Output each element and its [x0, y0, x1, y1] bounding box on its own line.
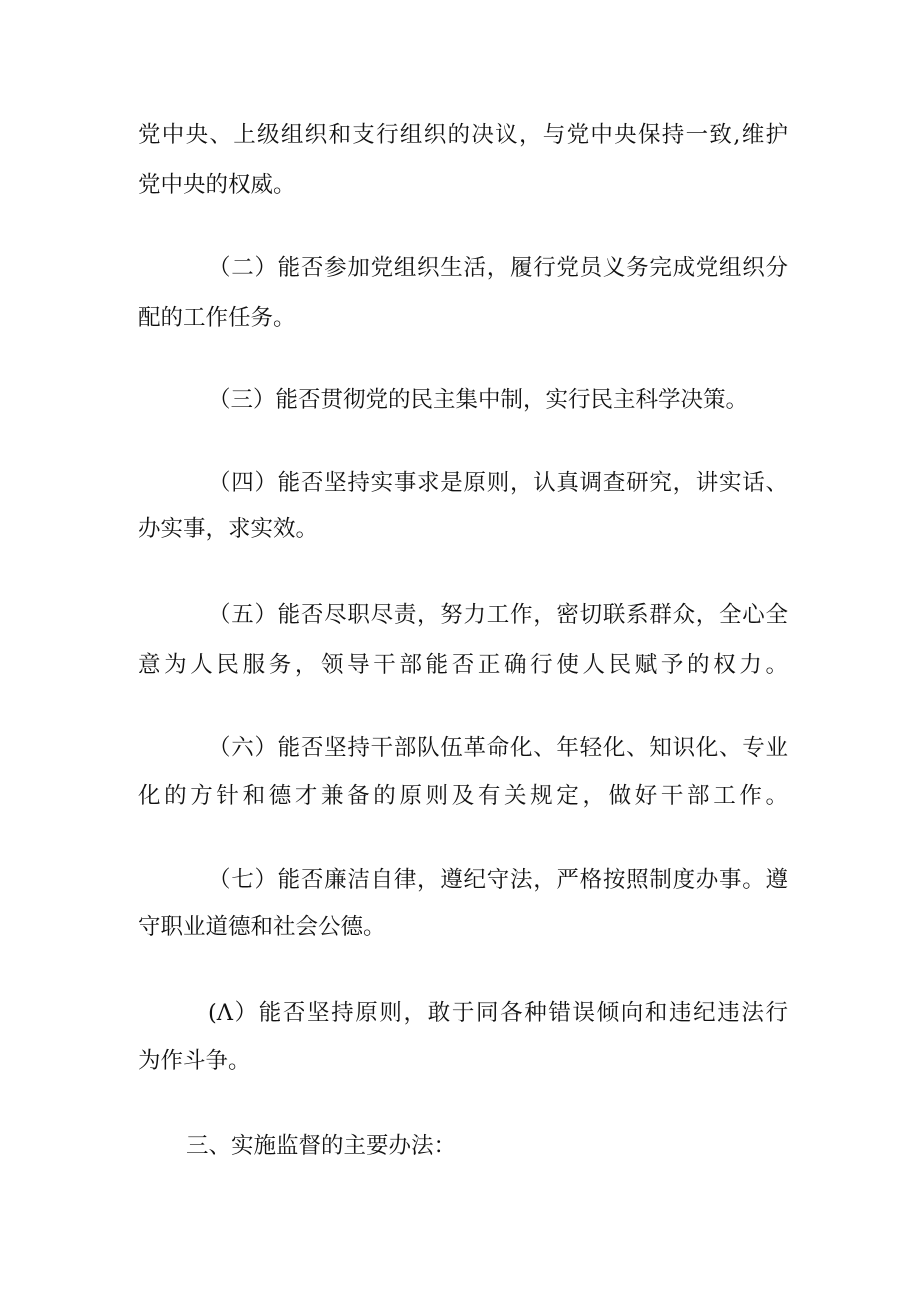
- paragraph-line: （三）能否贯彻党的民主集中制，实行民主科学决策。: [208, 387, 749, 413]
- paragraph-line: 守职业道德和社会公德。: [138, 914, 386, 940]
- paragraph-line: （二）能否参加党组织生活，履行党员义务完成党组织分: [208, 255, 788, 281]
- paragraph-line: (Λ）能否坚持原则，敢于同各种错误倾向和违纪违法行: [208, 1000, 788, 1026]
- paragraph-line: （六）能否坚持干部队伍革命化、年轻化、知识化、专业: [208, 735, 788, 761]
- paragraph-line: （七）能否廉洁自律，遵纪守法，严格按照制度办事。遵: [208, 867, 788, 893]
- paragraph-line: 为作斗争。: [138, 1048, 251, 1074]
- paragraph-line: 党中央的权威。: [138, 172, 296, 198]
- section-heading: 三、实施监督的主要办法：: [186, 1133, 457, 1159]
- paragraph-line: （四）能否坚持实事求是原则，认真调查研究，讲实话、: [208, 470, 788, 496]
- paragraph-line: 办实事，求实效。: [138, 516, 319, 542]
- paragraph-line: （五）能否尽职尽责，努力工作，密切联系群众，全心全: [208, 602, 788, 628]
- paragraph-line: 化的方针和德才兼备的原则及有关规定，做好干部工作。: [138, 783, 788, 809]
- paragraph-line: 配的工作任务。: [138, 305, 296, 331]
- paragraph-line: 意为人民服务，领导干部能否正确行使人民赋予的权力。: [138, 652, 788, 678]
- paragraph-line: 党中央、上级组织和支行组织的决议，与党中央保持一致,维护: [138, 122, 788, 148]
